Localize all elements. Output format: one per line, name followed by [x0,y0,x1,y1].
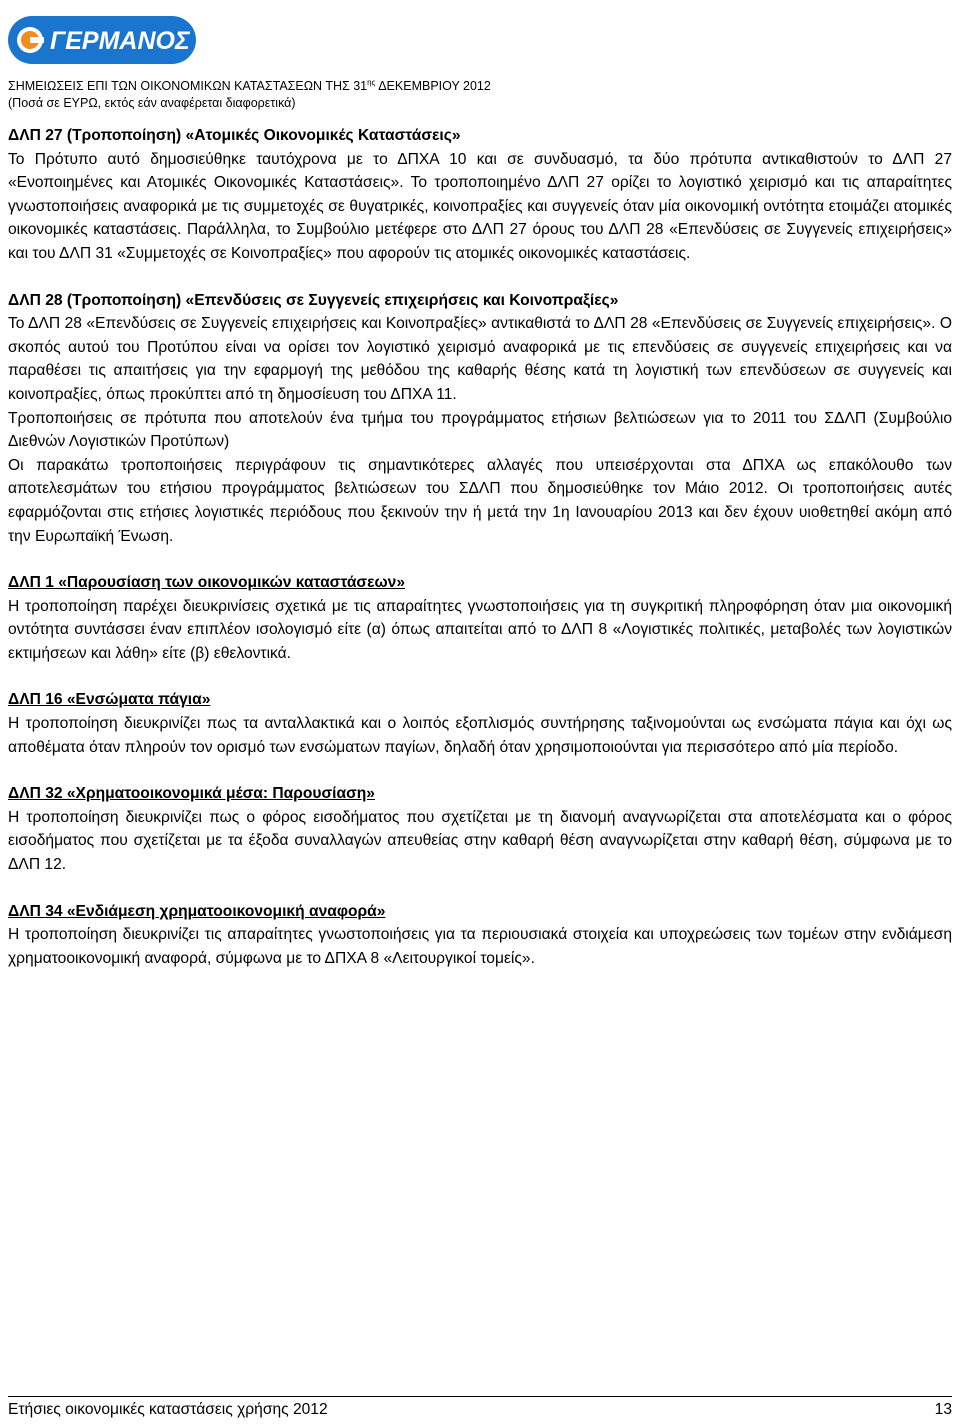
section-heading: ΔΛΠ 16 «Ενσώματα πάγια» [8,691,211,709]
paragraph: Οι παρακάτω τροποποιήσεις περιγράφουν τις σημαντικότερες αλλαγές που υπεισέρχονται στα ΔΠΧΑ ως επακόλουθο των αποτελεσμάτων του ετήσιου προγράμματος βελτιώσεων του ΣΔΛΠ που δημοσιεύθηκε τον Μάιο 2012. Οι τροποποιήσεις αυτές εφαρμόζονται στις ετήσιες λογιστικές περιόδους που ξεκινούν την ή μετά την 1η Ιανουαρίου 2013 και δεν έχουν υιοθετηθεί ακόμη από την Ευρωπαϊκή Ένωση. [8,456,952,545]
section-ias16 [8,688,952,759]
section-heading: ΔΛΠ 27 (Τροποποίηση) «Ατομικές Οικονομικές Καταστάσεις» [8,127,461,144]
header-subtitle: (Ποσά σε ΕΥΡΩ, εκτός εάν αναφέρεται διαφορετικά) [8,96,296,111]
paragraph: Η τροποποίηση παρέχει διευκρινίσεις σχετικά με τις απαραίτητες γνωστοποιήσεις για τη συγκριτική πληροφόρηση όταν μια οικονομική οντότητα συντάσσει έναν επιπλέον ισολογισμό είτε (α) όπως απαιτείται από το ΔΛΠ 8 «Λογιστικές πολιτικές, μεταβολές των λογιστικών εκτιμήσεων και λάθη» είτε (β) εθελοντικά. [8,597,952,662]
section-ias1 [8,571,952,665]
paragraph: Τροποποιήσεις σε πρότυπα που αποτελούν ένα τμήμα του προγράμματος ετήσιων βελτιώσεων για το 2011 του ΣΔΛΠ (Συμβούλιο Διεθνών Λογιστικών Προτύπων) [8,409,952,451]
section-heading: ΔΛΠ 32 «Χρηματοοικονομικά μέσα: Παρουσίαση» [8,785,375,803]
section-ias27 [8,124,952,266]
section-heading: ΔΛΠ 1 «Παρουσίαση των οικονομικών καταστάσεων» [8,574,406,592]
logo-text: ΓΕΡΜΑΝΟΣ [50,27,190,55]
document-header [8,74,948,112]
page-number: 13 [934,1401,952,1418]
paragraph: Η τροποποίηση διευκρινίζει πως τα ανταλλακτικά και ο λοιπός εξοπλισμός συντήρησης ταξινομούνται ως ενσώματα πάγια και όχι ως αποθέματα όταν πληρούν τον ορισμό των ενσώματων παγίων, δηλαδή όταν χρησιμοποιούνται για περισσότερο από μία περίοδο. [8,715,952,756]
section-ias28 [8,289,952,549]
paragraph: Το Πρότυπο αυτό δημοσιεύθηκε ταυτόχρονα με το ΔΠΧΑ 10 και σε συνδυασμό, τα δύο πρότυπα αντικαθιστούν το ΔΛΠ 27 «Ενοποιημένες και Ατομικές Οικονομικές Καταστάσεις». Το τροποποιημένο ΔΛΠ 27 ορίζει το λογιστικό χειρισμό και τις απαραίτητες γνωστοποιήσεις αναφορικά με τις συμμετοχές σε θυγατρικές, κοινοπραξίες και συγγενείς όταν μία οικονομική οντότητα ετοιμάζει ατομικές οικονομικές καταστάσεις. Παράλληλα, το Συμβούλιο μετέφερε στο ΔΛΠ 27 όρους του ΔΛΠ 28 «Επενδύσεις σε Συγγενείς επιχειρήσεις» και του ΔΛΠ 31 «Συμμετοχές σε Κοινοπραξίες» που αφορούν τις ατομικές οικονομικές καταστάσεις. [8,150,952,262]
header-title: ΣΗΜΕΙΩΣΕΙΣ ΕΠΙ ΤΩΝ ΟΙΚΟΝΟΜΙΚΩΝ ΚΑΤΑΣΤΑΣΕΩΝ ΤΗΣ $31^{\eta\varsigma}$ ΔΕΚΕΜΒΡΙΟΥ 2012 [8,78,491,94]
germanos-logo [8,16,196,64]
section-heading: ΔΛΠ 28 (Τροποποίηση) «Επενδύσεις σε Συγγενείς επιχειρήσεις και Κοινοπραξίες» [8,291,619,309]
section-heading: ΔΛΠ 34 «Ενδιάμεση χρηματοοικονομική αναφορά» [8,902,386,920]
document-body [8,124,952,993]
paragraph: Η τροποποίηση διευκρινίζει πως ο φόρος εισοδήματος που σχετίζεται με τη διανομή αναγνωρίζεται στα αποτελέσματα και ο φόρος εισοδήματος που σχετίζεται με τα έξοδα συναλλαγών απευθείας στην καθαρή θέση αναγνωρίζεται στην καθαρή θέση, σύμφωνα με το ΔΛΠ 12. [8,808,952,874]
footer-divider [8,1396,952,1397]
paragraph: Το ΔΛΠ 28 «Επενδύσεις σε Συγγενείς επιχειρήσεις και Κοινοπραξίες» αντικαθιστά το ΔΛΠ 28 «Επενδύσεις σε Συγγενείς επιχειρήσεις». Ο σκοπός αυτού του Προτύπου είναι να ορίσει τον λογιστικό χειρισμό αναφορικά με τις επενδύσεις σε συγγενείς επιχειρήσεις και να παραθέσει τις απαιτήσεις για την εφαρμογή της μεθόδου της καθαρής θέσης κατά τη λογιστική των επενδύσεων σε συγγενείς και κοινοπραξίες, όπως προκύπτει από τη δημοσίευση του ΔΠΧΑ 11. [8,315,952,403]
footer-text: Ετήσιες οικονομικές καταστάσεις χρήσης 2012 [8,1401,328,1418]
page-footer [8,1400,952,1420]
section-ias34 [8,900,952,971]
paragraph: Η τροποποίηση διευκρινίζει τις απαραίτητες γνωστοποιήσεις για τα περιουσιακά στοιχεία και υποχρεώσεις των τομέων στην ενδιάμεση χρηματοοικονομική αναφορά, σύμφωνα με το ΔΠΧΑ 8 «Λειτουργικοί τομείς». [8,926,952,967]
section-ias32 [8,782,952,876]
